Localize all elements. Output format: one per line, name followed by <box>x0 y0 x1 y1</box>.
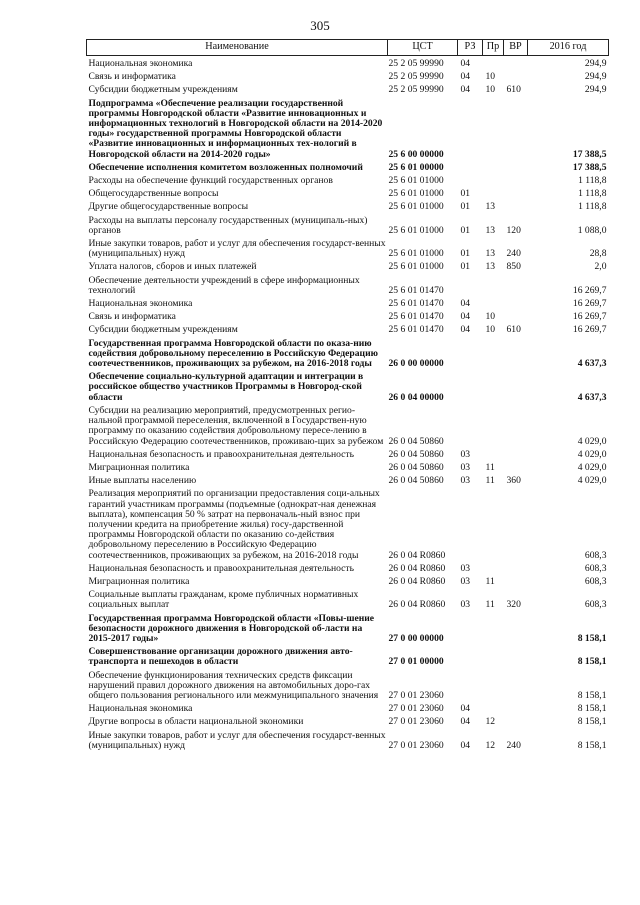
cell-name: Расходы на обеспечение функций государственных органов <box>88 175 333 187</box>
table-row <box>87 296 609 309</box>
cell-amount: 608,3 <box>584 562 607 574</box>
column-header-vr: ВР <box>504 40 528 56</box>
cell-amount: 4 029,0 <box>577 475 607 487</box>
cell-vr: 360 <box>506 475 521 487</box>
cell-pr <box>483 173 504 186</box>
cell-rz <box>458 336 483 370</box>
cell-name: Реализация мероприятий по организации предоставления соци-альных гарантий участникам программы (подъемные (однократ-ная денежная выплата), компенсация 50 % затрат на первоначаль-ный взнос при получении кредита на приобретение жилья) госу-дарственной программы Новгородской области по оказанию со-действия добровольному переселению в Российскую Федерацию соотечественников, проживающих за рубежом, на 2016-2018 годы <box>88 488 380 561</box>
cell-amount: 4 637,3 <box>577 358 607 370</box>
cell-rz: 01 <box>460 248 471 260</box>
table-row <box>87 160 609 173</box>
cell-amount: 28,8 <box>589 248 607 260</box>
cell-name: Субсидии бюджетным учреждениям <box>88 324 238 336</box>
cell-amount: 1 118,8 <box>578 175 607 187</box>
column-header-year: 2016 год <box>528 40 609 56</box>
cell-pr <box>483 561 504 574</box>
cell-pr: 12 <box>485 716 496 728</box>
table-body <box>87 56 609 751</box>
cell-rz: 04 <box>460 324 471 336</box>
table-row <box>87 486 609 560</box>
table-row <box>87 273 609 296</box>
cell-cst: 27 0 01 23060 <box>388 716 444 728</box>
cell-rz: 03 <box>460 599 471 611</box>
cell-rz: 04 <box>460 71 471 83</box>
cell-vr <box>504 561 528 574</box>
cell-vr: 120 <box>506 224 521 236</box>
cell-amount: 16 269,7 <box>572 298 607 310</box>
cell-vr <box>504 296 528 309</box>
cell-name: Миграционная политика <box>88 575 190 587</box>
cell-vr <box>504 309 528 322</box>
cell-name: Государственная программа Новгородской области «Повы-шение безопасности дорожного движения в Новгородской об-ласти на 2015-2017 годы» <box>88 612 375 644</box>
cell-rz <box>458 369 483 403</box>
cell-amount: 8 158,1 <box>577 716 607 728</box>
cell-name: Обеспечение деятельности учреждений в сфере информационных технологий <box>88 274 360 296</box>
cell-rz: 01 <box>460 188 471 200</box>
cell-vr: 610 <box>506 324 521 336</box>
cell-name: Национальная безопасность и правоохранительная деятельность <box>88 448 354 460</box>
table-row <box>87 173 609 186</box>
cell-cst: 25 2 05 99990 <box>388 58 444 69</box>
cell-pr: 11 <box>485 599 495 611</box>
cell-cst: 25 6 01 00000 <box>388 161 444 173</box>
page-number: 305 <box>310 18 330 33</box>
table-row <box>87 701 609 714</box>
cell-name: Обеспечение исполнения комитетом возложенных полномочий <box>88 161 363 173</box>
cell-rz: 04 <box>460 58 471 69</box>
cell-cst: 26 0 04 R0860 <box>388 599 446 611</box>
cell-rz <box>458 403 483 447</box>
cell-pr: 12 <box>485 739 496 751</box>
table-row <box>87 186 609 199</box>
cell-name: Иные выплаты населению <box>88 475 197 487</box>
cell-vr <box>504 574 528 587</box>
cell-amount: 17 388,5 <box>572 161 607 173</box>
cell-vr: 320 <box>506 599 521 611</box>
table-row <box>87 309 609 322</box>
cell-pr: 13 <box>485 201 496 213</box>
cell-vr <box>504 611 528 645</box>
cell-cst: 27 0 01 23060 <box>388 739 444 751</box>
cell-pr <box>483 447 504 460</box>
cell-rz <box>458 668 483 702</box>
cell-name: Национальная экономика <box>88 298 193 310</box>
cell-amount: 4 029,0 <box>577 461 607 473</box>
cell-vr <box>504 96 528 160</box>
cell-pr <box>483 611 504 645</box>
cell-name: Государственная программа Новгородской области по оказа-нию содействия добровольному переселению в Российскую Федерацию соотечественников, проживающих за рубежом, на 2016-2018 годы <box>88 337 378 370</box>
cell-amount: 1 088,0 <box>577 224 607 236</box>
cell-amount: 16 269,7 <box>572 284 607 296</box>
table-row <box>87 82 609 95</box>
cell-pr <box>483 403 504 447</box>
cell-vr <box>504 714 528 727</box>
cell-name: Национальная экономика <box>88 58 193 69</box>
cell-vr: 610 <box>506 84 521 96</box>
cell-rz <box>458 611 483 645</box>
cell-rz: 03 <box>460 448 471 460</box>
cell-name: Другие общегосударственные вопросы <box>88 201 249 213</box>
cell-cst: 25 6 01 01000 <box>388 175 444 187</box>
cell-cst: 25 2 05 99990 <box>388 84 444 96</box>
table-row <box>87 587 609 610</box>
cell-cst: 26 0 04 50860 <box>388 475 444 487</box>
table-row <box>87 561 609 574</box>
table-row <box>87 644 609 667</box>
table-row <box>87 611 609 645</box>
cell-rz: 03 <box>460 575 471 587</box>
cell-pr: 10 <box>485 324 496 336</box>
cell-name: Иные закупки товаров, работ и услуг для обеспечения государст-венных (муниципальных) нужд <box>88 238 386 260</box>
cell-vr <box>504 701 528 714</box>
cell-pr: 11 <box>485 575 495 587</box>
cell-cst: 25 6 01 01000 <box>388 261 444 273</box>
cell-vr <box>504 403 528 447</box>
cell-amount: 17 388,5 <box>572 148 607 160</box>
cell-name: Связь и информатика <box>88 311 176 323</box>
cell-cst: 25 6 01 01000 <box>388 188 444 200</box>
cell-amount: 608,3 <box>584 575 607 587</box>
cell-vr <box>504 336 528 370</box>
table-row <box>87 69 609 82</box>
cell-name: Связь и информатика <box>88 71 176 83</box>
cell-pr: 11 <box>485 461 495 473</box>
cell-vr <box>504 199 528 212</box>
table-row <box>87 403 609 447</box>
column-header-name: Наименование <box>87 40 388 56</box>
cell-vr: 240 <box>506 739 521 751</box>
cell-cst: 26 0 04 50860 <box>388 435 444 447</box>
table-row <box>87 213 609 236</box>
table-row <box>87 259 609 272</box>
cell-vr <box>504 186 528 199</box>
table-row <box>87 714 609 727</box>
cell-rz: 04 <box>460 84 471 96</box>
cell-amount: 608,3 <box>584 599 607 611</box>
table-row <box>87 369 609 403</box>
cell-vr <box>504 173 528 186</box>
cell-pr: 13 <box>485 248 496 260</box>
cell-amount: 608,3 <box>584 549 607 561</box>
cell-pr: 10 <box>485 311 496 323</box>
cell-amount: 1 118,8 <box>578 188 607 200</box>
cell-amount: 8 158,1 <box>577 656 607 668</box>
cell-name: Расходы на выплаты персоналу государственных (муниципаль-ных) органов <box>88 214 368 236</box>
cell-rz <box>458 644 483 667</box>
cell-name: Субсидии на реализацию мероприятий, предусмотренных регио-нальной программой переселения, включенной в Государствен-ную программу по оказанию содействия добровольному пересе-лению в Российскую Федерацию соотечественников, проживаю-щих за рубежом <box>88 404 384 447</box>
table-header <box>87 40 609 56</box>
cell-pr <box>483 701 504 714</box>
cell-vr <box>504 369 528 403</box>
cell-rz: 01 <box>460 224 471 236</box>
table-row <box>87 322 609 335</box>
table-row <box>87 236 609 259</box>
cell-rz: 03 <box>460 475 471 487</box>
cell-amount: 1 118,8 <box>578 201 607 213</box>
cell-rz: 01 <box>460 261 471 273</box>
cell-cst: 25 6 01 01000 <box>388 248 444 260</box>
cell-cst: 25 6 01 01470 <box>388 298 444 310</box>
cell-pr: 13 <box>485 261 496 273</box>
cell-rz: 03 <box>460 562 471 574</box>
cell-vr <box>504 273 528 296</box>
cell-pr <box>483 369 504 403</box>
cell-cst: 26 0 04 R0860 <box>388 575 446 587</box>
cell-rz <box>458 486 483 560</box>
table-row <box>87 473 609 486</box>
column-header-cst: ЦСТ <box>388 40 458 56</box>
table-row <box>87 460 609 473</box>
cell-cst: 25 6 01 01470 <box>388 311 444 323</box>
table-row <box>87 96 609 160</box>
cell-vr <box>504 486 528 560</box>
cell-amount: 294,9 <box>584 84 607 96</box>
cell-cst: 27 0 00 00000 <box>388 632 444 644</box>
table-row <box>87 728 609 751</box>
cell-rz: 01 <box>460 201 471 213</box>
cell-rz: 04 <box>460 716 471 728</box>
cell-amount: 16 269,7 <box>572 311 607 323</box>
cell-rz: 03 <box>460 461 471 473</box>
cell-cst: 25 6 00 00000 <box>388 148 444 160</box>
cell-pr <box>483 644 504 667</box>
column-header-pr: Пр <box>483 40 504 56</box>
cell-pr: 11 <box>485 475 495 487</box>
cell-name: Социальные выплаты гражданам, кроме публичных нормативных социальных выплат <box>88 589 359 611</box>
cell-cst: 27 0 01 00000 <box>388 656 444 668</box>
cell-rz: 04 <box>460 739 471 751</box>
cell-cst: 25 6 01 01470 <box>388 324 444 336</box>
cell-vr <box>504 668 528 702</box>
cell-name: Национальная безопасность и правоохранительная деятельность <box>88 562 354 574</box>
cell-vr: 850 <box>506 261 521 273</box>
cell-pr <box>483 96 504 160</box>
cell-vr <box>504 447 528 460</box>
table-row <box>87 447 609 460</box>
cell-amount: 2,0 <box>594 261 607 273</box>
cell-cst: 27 0 01 23060 <box>388 703 444 715</box>
cell-name: Подпрограмма «Обеспечение реализации государственной программы Новгородской области «Развитие инновационных и информационных технологий в Новгородской области на 2014-2020 годы» государственной программы Новгородской области «Развитие инновационных и информационных тех-нологий в Новгородской области на 2014-2020 годы» <box>88 97 383 160</box>
cell-name: Общегосударственные вопросы <box>88 188 219 200</box>
cell-pr <box>483 186 504 199</box>
cell-vr <box>504 69 528 82</box>
cell-cst: 26 0 00 00000 <box>388 358 444 370</box>
cell-amount: 16 269,7 <box>572 324 607 336</box>
cell-name: Национальная экономика <box>88 703 193 715</box>
cell-cst: 25 6 01 01000 <box>388 224 444 236</box>
cell-amount: 4 637,3 <box>577 391 607 403</box>
cell-amount: 4 029,0 <box>577 448 607 460</box>
cell-pr: 13 <box>485 224 496 236</box>
cell-name: Другие вопросы в области национальной экономики <box>88 716 304 728</box>
cell-amount: 8 158,1 <box>577 703 607 715</box>
table-row <box>87 574 609 587</box>
cell-name: Совершенствование организации дорожного движения авто-транспорта и пешеходов в области <box>88 646 353 668</box>
cell-vr: 240 <box>506 248 521 260</box>
cell-pr: 10 <box>485 84 496 96</box>
cell-rz: 04 <box>460 703 471 715</box>
table-row <box>87 336 609 370</box>
cell-rz <box>458 96 483 160</box>
cell-cst: 26 0 04 R0860 <box>388 549 446 561</box>
cell-pr <box>483 336 504 370</box>
cell-name: Обеспечение функционирования технических средств фиксации нарушений правил дорожного движения на автомобильных доро-гах общего пользования регионального или межмуниципального значения <box>88 669 379 701</box>
table-row <box>87 199 609 212</box>
budget-table <box>86 39 609 751</box>
cell-amount: 294,9 <box>584 71 607 83</box>
cell-rz <box>458 160 483 173</box>
cell-amount: 8 158,1 <box>577 739 607 751</box>
cell-pr <box>483 486 504 560</box>
cell-cst: 25 6 01 01470 <box>388 284 444 296</box>
cell-rz <box>458 273 483 296</box>
cell-name: Уплата налогов, сборов и иных платежей <box>88 261 257 273</box>
column-header-rz: РЗ <box>458 40 483 56</box>
cell-amount: 8 158,1 <box>577 632 607 644</box>
cell-name: Обеспечение социально-культурной адаптации и интеграции в российское общество участников Программы в Новгород-ской области <box>88 371 364 403</box>
cell-amount: 4 029,0 <box>577 435 607 447</box>
cell-cst: 26 0 04 00000 <box>388 391 444 403</box>
cell-vr <box>504 56 528 70</box>
cell-cst: 27 0 01 23060 <box>388 689 444 701</box>
cell-name: Миграционная политика <box>88 461 190 473</box>
cell-name: Иные закупки товаров, работ и услуг для обеспечения государст-венных (муниципальных) нужд <box>88 729 386 751</box>
cell-cst: 26 0 04 50860 <box>388 448 444 460</box>
cell-pr: 10 <box>485 71 496 83</box>
table-row <box>87 56 609 70</box>
table-row <box>87 668 609 702</box>
cell-pr <box>483 668 504 702</box>
cell-pr <box>483 160 504 173</box>
cell-name: Субсидии бюджетным учреждениям <box>88 84 238 96</box>
cell-pr <box>483 56 504 70</box>
cell-amount: 294,9 <box>584 58 607 69</box>
cell-vr <box>504 460 528 473</box>
cell-cst: 26 0 04 50860 <box>388 461 444 473</box>
cell-vr <box>504 160 528 173</box>
cell-vr <box>504 644 528 667</box>
cell-rz <box>458 173 483 186</box>
cell-cst: 25 2 05 99990 <box>388 71 444 83</box>
cell-pr <box>483 296 504 309</box>
cell-cst: 25 6 01 01000 <box>388 201 444 213</box>
cell-pr <box>483 273 504 296</box>
cell-amount: 8 158,1 <box>577 689 607 701</box>
cell-rz: 04 <box>460 311 471 323</box>
cell-rz: 04 <box>460 298 471 310</box>
cell-cst: 26 0 04 R0860 <box>388 562 446 574</box>
